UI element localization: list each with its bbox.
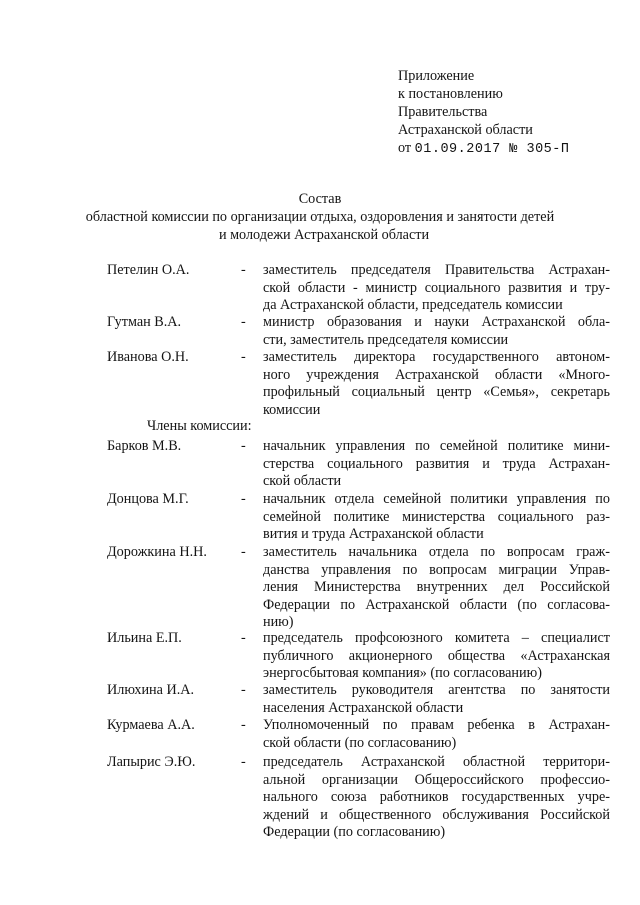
role-line: ления Министерства внутренних дел Российской — [263, 579, 610, 595]
role-line: заместитель руководителя агентства по занятости — [263, 682, 610, 698]
members-label: Члены комиссии: — [147, 418, 252, 434]
role-line: заместитель председателя Правительства Астрахан- — [263, 262, 610, 278]
member-name: Курмаева А.А. — [107, 717, 195, 733]
approval-line: Приложение — [398, 68, 475, 84]
date-prefix: от — [398, 140, 412, 156]
role-line: заместитель директора государственного автоном- — [263, 349, 610, 365]
member-role — [263, 630, 610, 683]
member-role — [263, 682, 610, 717]
role-line: комиссии — [263, 401, 321, 418]
member-role — [263, 262, 610, 315]
approval-line: к постановлению — [398, 86, 503, 102]
role-line: да Астраханской области, председатель комиссии — [263, 297, 563, 313]
role-line: стерства социального развития и труда Астрахан- — [263, 455, 610, 472]
role-line: ждений и общественного обслуживания Российской — [263, 806, 610, 823]
dash: - — [241, 438, 246, 454]
role-line: населения Астраханской области — [263, 699, 464, 716]
member-role — [263, 717, 610, 752]
dash: - — [241, 349, 246, 365]
role-line: семейной политике министерства социального раз- — [263, 508, 610, 525]
dash: - — [241, 491, 246, 507]
role-line: заместитель начальника отдела по вопросам граж- — [263, 544, 610, 560]
dash: - — [241, 314, 246, 330]
role-line: публичного акционерного общества «Астраханская — [263, 647, 610, 664]
approval-line: Астраханской области — [398, 122, 533, 138]
member-name: Петелин О.А. — [107, 262, 190, 278]
role-line: Федерации по Астраханской области (по согласова- — [263, 596, 610, 613]
title-heading: Состав — [298, 191, 342, 207]
member-name: Лапырис Э.Ю. — [107, 754, 196, 770]
role-line: председатель профсоюзного комитета – специалист — [263, 630, 610, 646]
role-line: Федерации (по согласованию) — [263, 824, 446, 840]
member-name: Барков М.В. — [107, 438, 182, 454]
role-line: альной организации Общероссийского профессио- — [263, 771, 610, 788]
role-line: Уполномоченный по правам ребенка в Астрахан- — [263, 717, 610, 733]
role-line: начальник отдела семейной политики управления по — [263, 491, 610, 507]
member-name: Донцова М.Г. — [107, 491, 189, 507]
dash: - — [241, 717, 246, 733]
approval-date — [398, 139, 569, 159]
dash: - — [241, 630, 246, 646]
role-line: нию) — [263, 614, 294, 630]
member-role — [263, 438, 610, 491]
role-line: вития и труда Астраханской области — [263, 526, 484, 542]
document-title — [0, 190, 640, 244]
date-number: 01.09.2017 № 305-П — [414, 142, 570, 157]
member-name: Дорожкина Н.Н. — [107, 544, 207, 560]
dash: - — [241, 754, 246, 770]
role-line: ской области (по согласованию) — [263, 734, 457, 751]
role-line: данства управления по вопросам миграции Управ- — [263, 561, 610, 578]
member-name: Илюхина И.А. — [107, 682, 195, 698]
role-line: ской области - министр социального развития и тру- — [263, 279, 610, 296]
role-line: сти, заместитель председателя комиссии — [263, 331, 509, 348]
role-line: председатель Астраханской областной территори- — [263, 754, 610, 770]
title-line: и молодежи Астраханской области — [218, 227, 430, 243]
approval-line: Правительства — [398, 104, 488, 120]
dash: - — [241, 682, 246, 698]
member-role — [263, 544, 610, 632]
role-line: начальник управления по семейной политике мини- — [263, 438, 610, 454]
member-role — [263, 349, 610, 419]
dash: - — [241, 262, 246, 278]
role-line: энергосбытовая компания» (по согласованию) — [263, 665, 542, 681]
dash: - — [241, 544, 246, 560]
title-line: областной комиссии по организации отдыха, оздоровления и занятости детей — [85, 209, 555, 225]
role-line: ного учреждения Астраханской области «Много- — [263, 366, 610, 383]
member-role — [263, 491, 610, 544]
role-line: профильный социальный центр «Семья», секретарь — [263, 384, 610, 400]
role-line: нального союза работников государственных учре- — [263, 789, 610, 805]
approval-block — [398, 67, 569, 159]
member-name: Гутман В.А. — [107, 314, 182, 330]
role-line: министр образования и науки Астраханской обла- — [263, 314, 610, 330]
member-role — [263, 754, 610, 842]
member-name: Ильина Е.П. — [107, 630, 182, 646]
member-role — [263, 314, 610, 349]
member-name: Иванова О.Н. — [107, 349, 189, 365]
role-line: ской области — [263, 473, 342, 489]
